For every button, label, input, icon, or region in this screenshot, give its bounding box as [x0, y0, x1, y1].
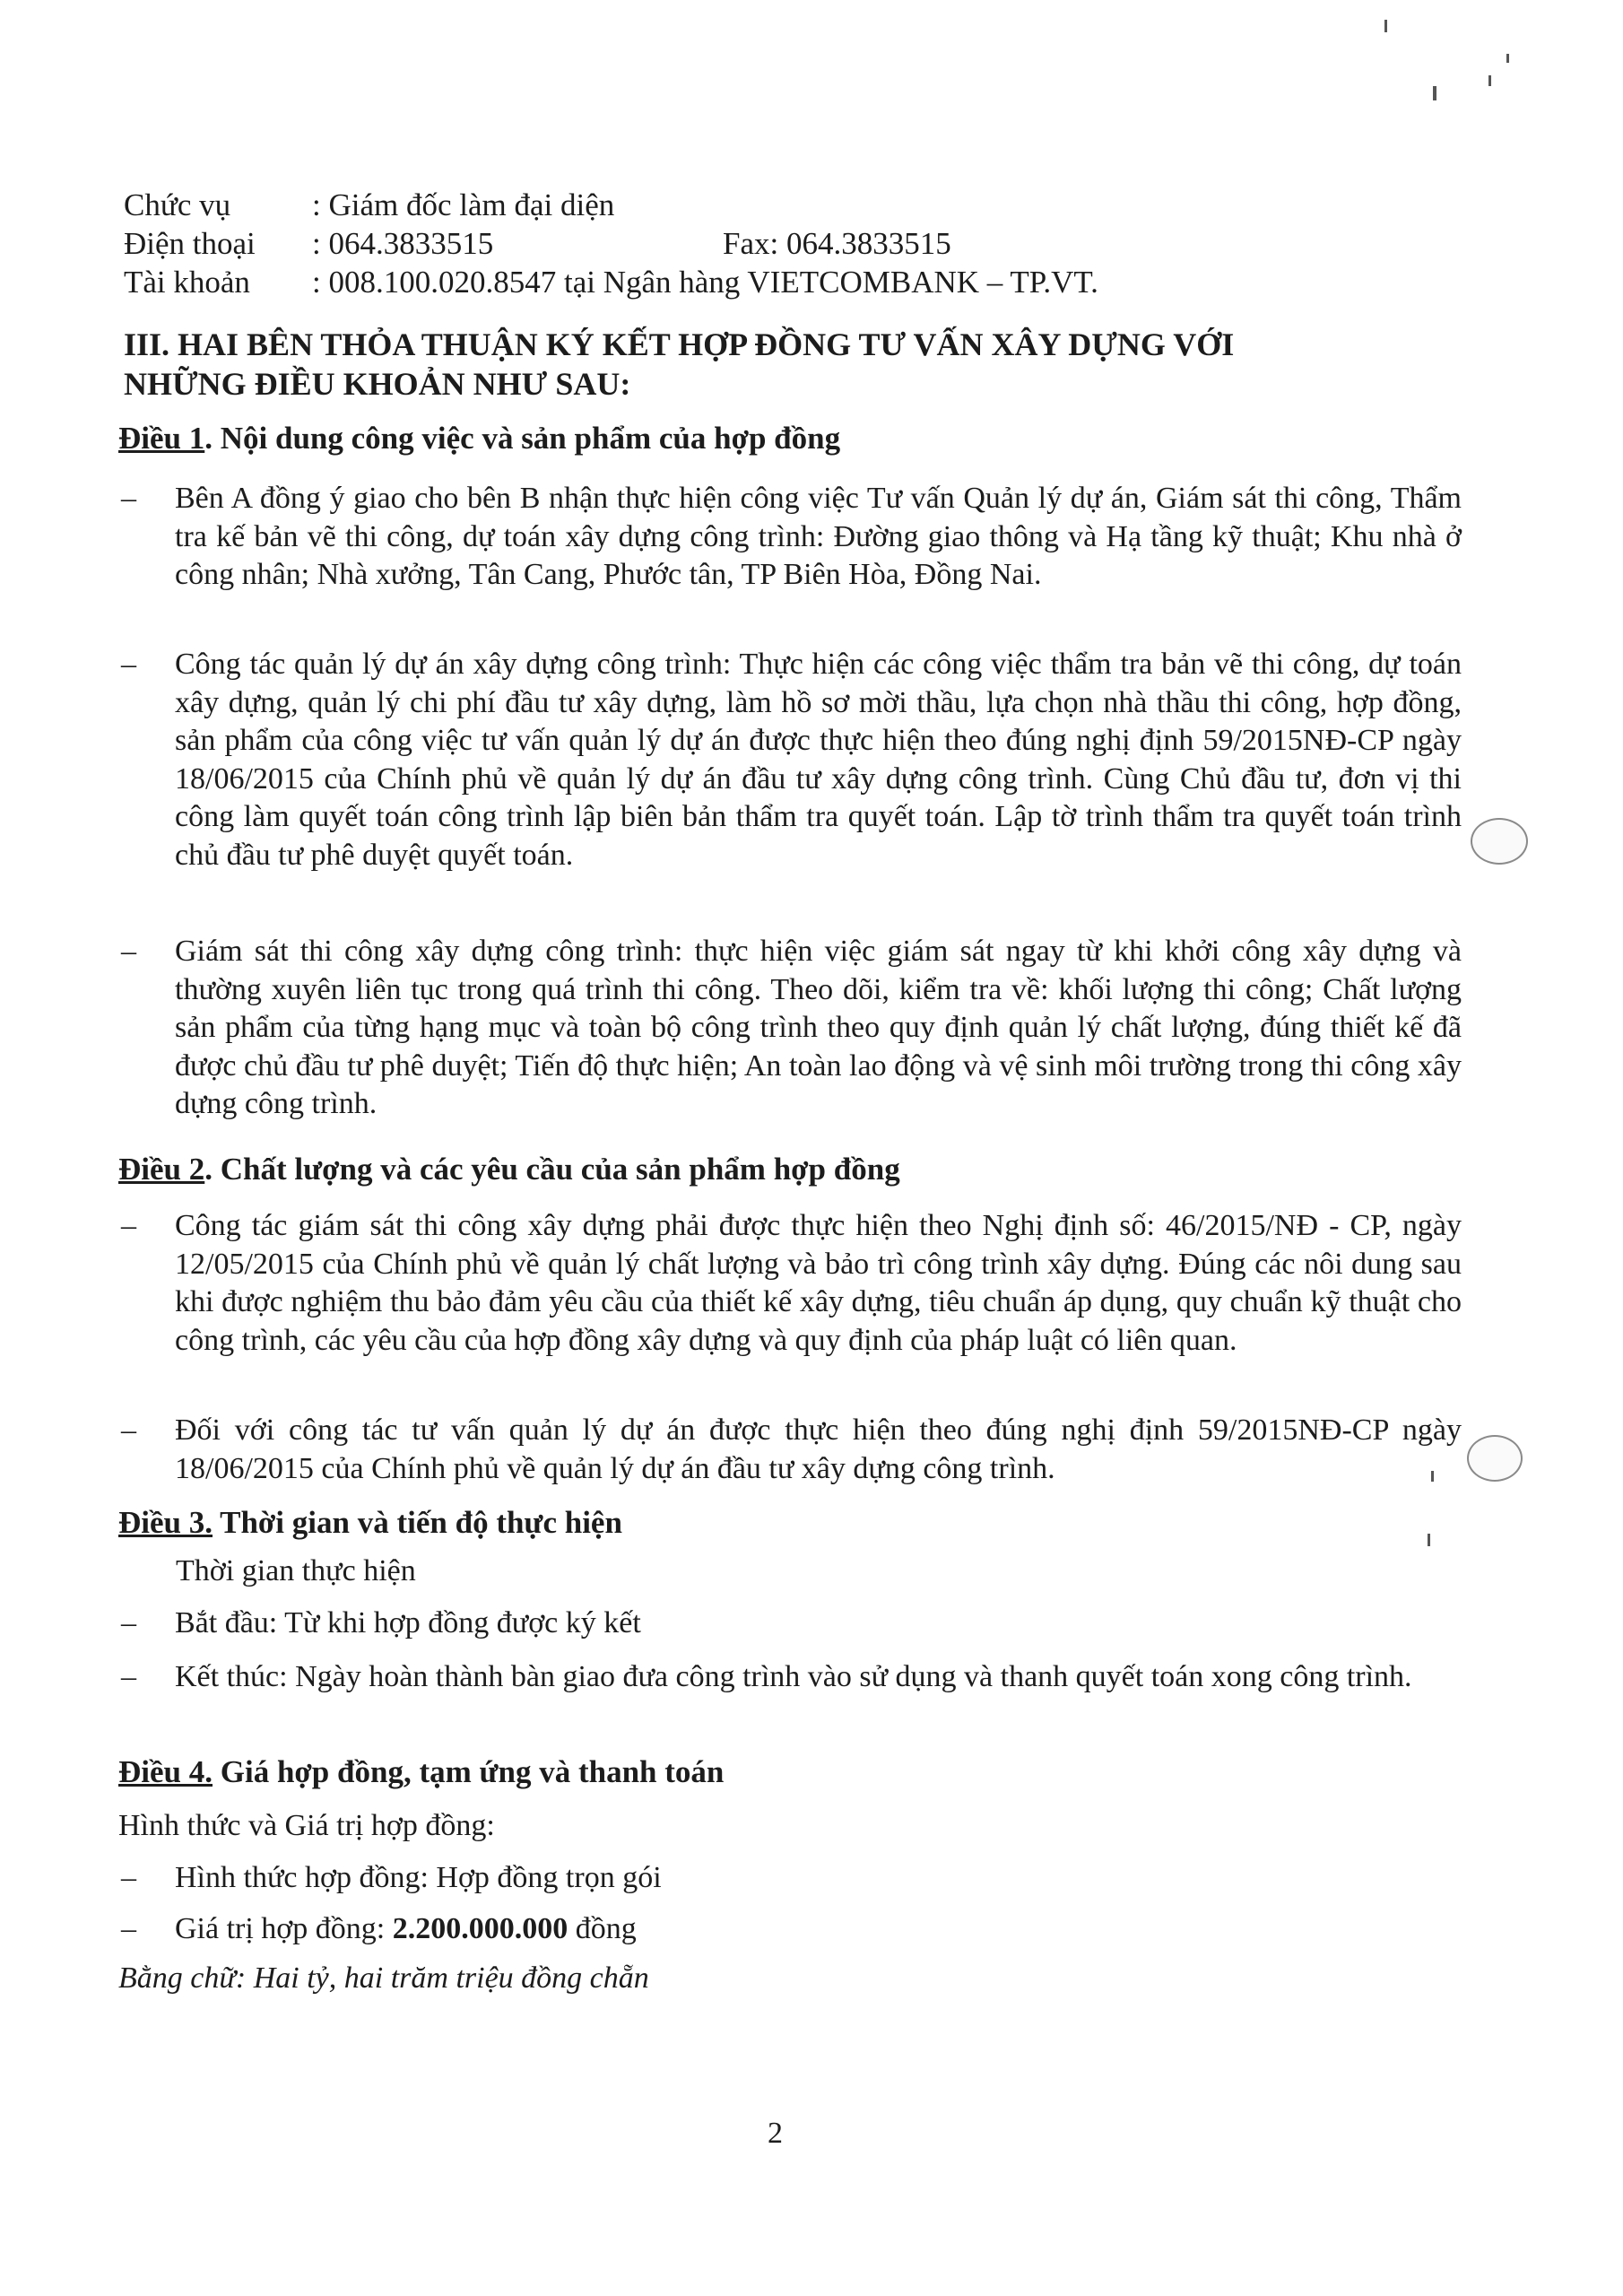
article-1-number: Điều 1 — [118, 421, 205, 456]
article-2-title-text: . Chất lượng và các yêu cầu của sản phẩm hợp đồng — [204, 1152, 900, 1187]
article-2-number: Điều 2 — [118, 1152, 205, 1187]
page-number: 2 — [768, 2117, 783, 2150]
section-heading — [124, 325, 1469, 404]
article-1-bullet-2-text: Công tác quản lý dự án xây dựng công trình: Thực hiện các công việc thẩm tra bản vẽ thi công, dự toán xây dựng, quản lý chi phí đầu tư xây dựng, làm hồ sơ mời thầu, lựa chọn nhà thầu thi công, hợp đồng, sản phẩm của công việc tư vấn quản lý dự án được thực hiện theo đúng nghị định 59/2015NĐ-CP ngày 18/06/2015 của Chính phủ về quản lý dự án đầu tư xây dựng công trình. Cùng Chủ đầu tư, đơn vị thi công làm quyết toán công trình lập biên bản thẩm tra quyết toán. Lập tờ trình thẩm tra quyết toán trình chủ đầu tư phê duyệt quyết toán. — [175, 648, 1462, 872]
phone-value: : 064.3833515 — [312, 226, 494, 261]
phone-label: Điện thoại — [124, 226, 256, 261]
article-1-title — [118, 420, 1463, 457]
contract-value-prefix: Giá trị hợp đồng: — [175, 1912, 393, 1945]
article-1-bullet-1-text: Bên A đồng ý giao cho bên B nhận thực hiện công việc Tư vấn Quản lý dự án, Giám sát thi công, Thẩm tra kế bản vẽ thi công, dự toán xây dựng công trình: Đường giao thông và Hạ tầng kỹ thuật; Khu nhà ở công nhân; Nhà xưởng, Tân Cang, Phước tân, TP Biên Hòa, Đồng Nai. — [175, 482, 1462, 591]
account-value: : 008.100.020.8547 tại Ngân hàng VIETCOMBANK – TP.VT. — [312, 265, 1098, 300]
scan-speck — [1433, 86, 1436, 100]
bullet-dash: – — [121, 1861, 136, 1894]
bullet-dash: – — [121, 1912, 136, 1945]
scan-speck — [1506, 54, 1509, 63]
article-3-intro: Thời gian thực hiện — [176, 1554, 416, 1587]
article-3-bullet-2-text: Kết thúc: Ngày hoàn thành bàn giao đưa công trình vào sử dụng và thanh quyết toán xong công trình. — [175, 1660, 1412, 1693]
article-2-bullet-1-text: Công tác giám sát thi công xây dựng phải được thực hiện theo Nghị định số: 46/2015/NĐ - CP, ngày 12/05/2015 của Chính phủ về quản lý chất lượng và bảo trì công trình xây dựng. Đúng các nôi dung sau khi được nghiệm thu bảo đảm yêu cầu của thiết kế xây dựng, tiêu chuẩn áp dụng, quy chuẩn kỹ thuật cho công trình, các yêu cầu của hợp đồng xây dựng và quy định của pháp luật có liên quan. — [175, 1209, 1462, 1357]
bullet-dash: – — [121, 1606, 136, 1639]
article-4-intro: Hình thức và Giá trị hợp đồng: — [118, 1809, 495, 1842]
section-heading-line1: III. HAI BÊN THỎA THUẬN KÝ KẾT HỢP ĐỒNG TƯ VẤN XÂY DỰNG VỚI — [124, 326, 1235, 362]
article-2-bullet-2-text: Đối với công tác tư vấn quản lý dự án được thực hiện theo đúng nghị định 59/2015NĐ-CP ngày 18/06/2015 của Chính phủ về quản lý dự án đầu tư xây dựng công trình. — [175, 1413, 1462, 1485]
article-1-bullet-3-text: Giám sát thi công xây dựng công trình: thực hiện việc giám sát ngay từ khi khởi công xây dựng và thường xuyên liên tục trong quá trình thi công. Theo dõi, kiểm tra về: khối lượng thi công; Chất lượng sản phẩm của từng hạng mục và toàn bộ công trình theo quy định quản lý chất lượng, đúng thiết kế đã được chủ đầu tư phê duyệt; Tiến độ thực hiện; An toàn lao động và vệ sinh môi trường trong thi công xây dựng công trình. — [175, 935, 1462, 1120]
bullet-dash: – — [121, 1660, 136, 1693]
article-1-title-text: . Nội dung công việc và sản phẩm của hợp đồng — [204, 421, 841, 456]
article-4-bullet-1-text: Hình thức hợp đồng: Hợp đồng trọn gói — [175, 1861, 662, 1894]
position-value: : Giám đốc làm đại diện — [312, 187, 615, 222]
bullet-dash: – — [121, 935, 136, 968]
bullet-dash: – — [121, 482, 136, 515]
contract-value-in-words: Bằng chữ: Hai tỷ, hai trăm triệu đồng chẵn — [118, 1961, 649, 1995]
punch-hole-mark — [1471, 818, 1528, 865]
article-3-title — [118, 1504, 1463, 1542]
article-3-title-text: Thời gian và tiến độ thực hiện — [213, 1505, 622, 1540]
article-4-title-text: Giá hợp đồng, tạm ứng và thanh toán — [213, 1754, 725, 1789]
bullet-dash: – — [121, 1209, 136, 1242]
scan-speck — [1384, 20, 1387, 32]
contract-value-amount: 2.200.000.000 — [392, 1912, 568, 1945]
bullet-dash: – — [121, 1413, 136, 1447]
fax-value: Fax: 064.3833515 — [723, 226, 951, 261]
article-3-number: Điều 3. — [118, 1505, 213, 1540]
article-4-title — [118, 1753, 1463, 1791]
punch-hole-mark — [1467, 1435, 1523, 1482]
section-heading-line2: NHỮNG ĐIỀU KHOẢN NHƯ SAU: — [124, 366, 631, 402]
article-2-title — [118, 1151, 1463, 1188]
contract-value-suffix: đồng — [568, 1912, 637, 1945]
article-4-number: Điều 4. — [118, 1754, 213, 1789]
scan-speck — [1488, 75, 1491, 86]
article-3-bullet-1-text: Bắt đầu: Từ khi hợp đồng được ký kết — [175, 1606, 641, 1639]
article-4-bullet-2-text — [175, 1910, 1462, 1949]
bullet-dash: – — [121, 648, 136, 681]
position-label: Chức vụ — [124, 187, 231, 222]
account-label: Tài khoản — [124, 265, 250, 300]
